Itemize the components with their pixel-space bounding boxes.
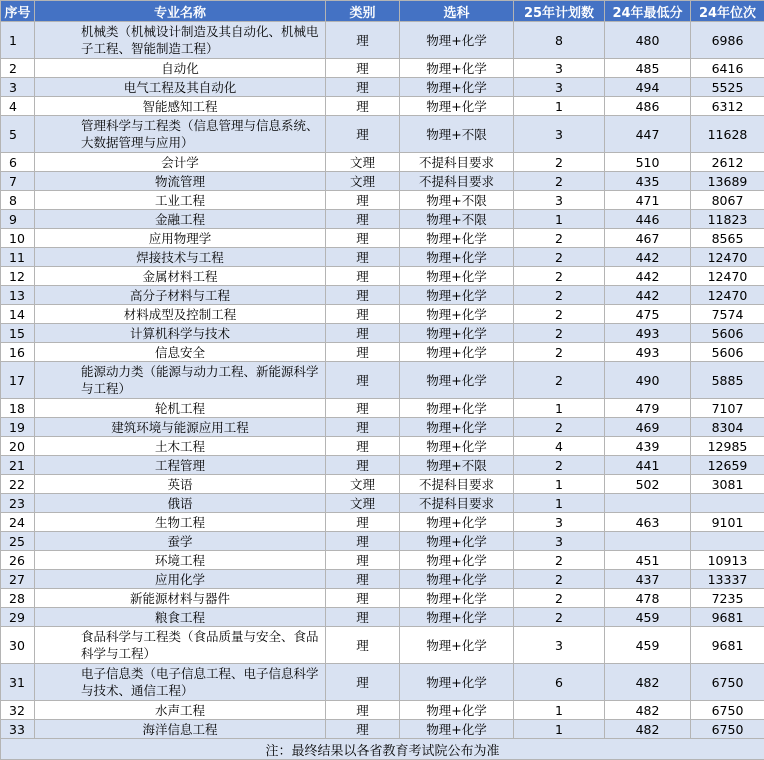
row-type: 理: [326, 589, 400, 608]
row-score: 459: [605, 608, 691, 627]
row-type: 理: [326, 59, 400, 78]
row-subject: 物理+化学: [400, 248, 514, 267]
row-score: 502: [605, 475, 691, 494]
row-rank: 3081: [691, 475, 764, 494]
row-type: 文理: [326, 172, 400, 191]
row-no: 15: [1, 324, 35, 343]
row-type: 文理: [326, 494, 400, 513]
row-rank: 9101: [691, 513, 764, 532]
row-major-name: 能源动力类（能源与动力工程、新能源科学与工程）: [35, 362, 326, 399]
table-row: [1, 399, 764, 418]
row-rank: 8565: [691, 229, 764, 248]
row-subject: 物理+化学: [400, 22, 514, 59]
row-rank: 6750: [691, 720, 764, 739]
row-rank: 8067: [691, 191, 764, 210]
table-row: [1, 191, 764, 210]
row-major-name: 轮机工程: [35, 399, 326, 418]
row-no: 33: [1, 720, 35, 739]
row-major-name: 水声工程: [35, 701, 326, 720]
row-type: 文理: [326, 153, 400, 172]
table-row: [1, 418, 764, 437]
row-major-name: 会计学: [35, 153, 326, 172]
row-score: 459: [605, 627, 691, 664]
table-row: [1, 608, 764, 627]
row-rank: 13337: [691, 570, 764, 589]
row-subject: 物理+化学: [400, 701, 514, 720]
table-row: [1, 210, 764, 229]
row-score: 441: [605, 456, 691, 475]
row-score: 494: [605, 78, 691, 97]
row-rank: 5606: [691, 324, 764, 343]
row-no: 6: [1, 153, 35, 172]
row-score: 442: [605, 267, 691, 286]
row-major-name: 电气工程及其自动化: [35, 78, 326, 97]
row-major-name: 高分子材料与工程: [35, 286, 326, 305]
table-row: [1, 172, 764, 191]
row-plan: 2: [514, 172, 605, 191]
row-subject: 不提科目要求: [400, 494, 514, 513]
row-rank: 7574: [691, 305, 764, 324]
row-subject: 物理+不限: [400, 116, 514, 153]
row-major-name: 机械类（机械设计制造及其自动化、机械电子工程、智能制造工程）: [35, 22, 326, 59]
row-rank: 13689: [691, 172, 764, 191]
row-score: 480: [605, 22, 691, 59]
row-rank: 2612: [691, 153, 764, 172]
row-plan: 2: [514, 608, 605, 627]
table-row: [1, 59, 764, 78]
row-rank: 12985: [691, 437, 764, 456]
table-row: [1, 513, 764, 532]
row-no: 3: [1, 78, 35, 97]
row-plan: 6: [514, 664, 605, 701]
table-row: [1, 494, 764, 513]
row-no: 22: [1, 475, 35, 494]
row-rank: 9681: [691, 608, 764, 627]
table-row: [1, 627, 764, 664]
row-type: 理: [326, 97, 400, 116]
table-row: [1, 97, 764, 116]
row-plan: 2: [514, 589, 605, 608]
row-type: 理: [326, 418, 400, 437]
header-score: 24年最低分: [605, 1, 691, 22]
row-subject: 物理+化学: [400, 589, 514, 608]
row-no: 4: [1, 97, 35, 116]
row-score: 447: [605, 116, 691, 153]
row-score: 435: [605, 172, 691, 191]
row-major-name: 物流管理: [35, 172, 326, 191]
row-major-name: 生物工程: [35, 513, 326, 532]
row-subject: 物理+化学: [400, 627, 514, 664]
row-plan: 2: [514, 267, 605, 286]
row-score: [605, 532, 691, 551]
row-plan: 2: [514, 305, 605, 324]
row-score: 475: [605, 305, 691, 324]
row-type: 理: [326, 210, 400, 229]
row-no: 27: [1, 570, 35, 589]
row-score: [605, 494, 691, 513]
header-subject: 选科: [400, 1, 514, 22]
row-major-name: 电子信息类（电子信息工程、电子信息科学与技术、通信工程）: [35, 664, 326, 701]
row-type: 理: [326, 343, 400, 362]
row-major-name: 信息安全: [35, 343, 326, 362]
row-no: 16: [1, 343, 35, 362]
row-score: 463: [605, 513, 691, 532]
row-no: 5: [1, 116, 35, 153]
row-major-name: 工业工程: [35, 191, 326, 210]
row-plan: 1: [514, 399, 605, 418]
row-no: 11: [1, 248, 35, 267]
row-plan: 3: [514, 59, 605, 78]
row-score: 442: [605, 286, 691, 305]
row-no: 14: [1, 305, 35, 324]
row-rank: [691, 532, 764, 551]
row-plan: 2: [514, 229, 605, 248]
row-major-name: 食品科学与工程类（食品质量与安全、食品科学与工程）: [35, 627, 326, 664]
row-major-name: 土木工程: [35, 437, 326, 456]
row-major-name: 金属材料工程: [35, 267, 326, 286]
row-type: 理: [326, 248, 400, 267]
table-row: [1, 22, 764, 59]
row-type: 理: [326, 191, 400, 210]
row-subject: 物理+化学: [400, 513, 514, 532]
row-plan: 2: [514, 324, 605, 343]
row-type: 理: [326, 78, 400, 97]
row-subject: 物理+化学: [400, 324, 514, 343]
row-rank: 5885: [691, 362, 764, 399]
row-subject: 物理+化学: [400, 399, 514, 418]
row-rank: 6986: [691, 22, 764, 59]
row-subject: 物理+化学: [400, 570, 514, 589]
row-type: 理: [326, 664, 400, 701]
row-type: 理: [326, 324, 400, 343]
row-plan: 2: [514, 343, 605, 362]
row-no: 19: [1, 418, 35, 437]
row-major-name: 自动化: [35, 59, 326, 78]
row-major-name: 建筑环境与能源应用工程: [35, 418, 326, 437]
row-score: 442: [605, 248, 691, 267]
row-type: 理: [326, 437, 400, 456]
row-no: 29: [1, 608, 35, 627]
row-score: 482: [605, 701, 691, 720]
row-rank: 12659: [691, 456, 764, 475]
row-no: 32: [1, 701, 35, 720]
row-no: 2: [1, 59, 35, 78]
row-major-name: 蚕学: [35, 532, 326, 551]
table-row: [1, 437, 764, 456]
row-rank: 6750: [691, 664, 764, 701]
table-row: [1, 248, 764, 267]
row-type: 理: [326, 229, 400, 248]
row-type: 理: [326, 701, 400, 720]
row-major-name: 材料成型及控制工程: [35, 305, 326, 324]
row-type: 理: [326, 399, 400, 418]
row-no: 1: [1, 22, 35, 59]
row-rank: 9681: [691, 627, 764, 664]
row-plan: 1: [514, 494, 605, 513]
row-no: 26: [1, 551, 35, 570]
row-plan: 1: [514, 701, 605, 720]
row-rank: 12470: [691, 267, 764, 286]
row-rank: 10913: [691, 551, 764, 570]
row-no: 20: [1, 437, 35, 456]
row-rank: 5606: [691, 343, 764, 362]
row-major-name: 环境工程: [35, 551, 326, 570]
header-major: 专业名称: [35, 1, 326, 22]
row-major-name: 焊接技术与工程: [35, 248, 326, 267]
table-row: [1, 664, 764, 701]
footer-note: 注：最终结果以各省教育考试院公布为准: [1, 739, 764, 760]
row-no: 17: [1, 362, 35, 399]
row-score: 482: [605, 720, 691, 739]
row-plan: 1: [514, 210, 605, 229]
row-major-name: 英语: [35, 475, 326, 494]
row-score: 471: [605, 191, 691, 210]
table-row: [1, 153, 764, 172]
row-score: 469: [605, 418, 691, 437]
row-subject: 物理+化学: [400, 305, 514, 324]
row-plan: 8: [514, 22, 605, 59]
row-plan: 1: [514, 475, 605, 494]
row-type: 文理: [326, 475, 400, 494]
row-type: 理: [326, 305, 400, 324]
header-type: 类别: [326, 1, 400, 22]
row-subject: 物理+不限: [400, 210, 514, 229]
table-row: [1, 78, 764, 97]
row-score: 478: [605, 589, 691, 608]
row-plan: 2: [514, 153, 605, 172]
row-no: 8: [1, 191, 35, 210]
row-subject: 不提科目要求: [400, 475, 514, 494]
row-type: 理: [326, 456, 400, 475]
row-score: 490: [605, 362, 691, 399]
row-no: 30: [1, 627, 35, 664]
table-row: [1, 305, 764, 324]
row-rank: 11823: [691, 210, 764, 229]
table-row: [1, 362, 764, 399]
row-type: 理: [326, 116, 400, 153]
table-row: [1, 456, 764, 475]
row-subject: 物理+化学: [400, 78, 514, 97]
row-plan: 1: [514, 720, 605, 739]
row-plan: 2: [514, 286, 605, 305]
row-subject: 不提科目要求: [400, 172, 514, 191]
row-subject: 物理+化学: [400, 664, 514, 701]
row-plan: 2: [514, 551, 605, 570]
row-plan: 3: [514, 191, 605, 210]
row-subject: 物理+化学: [400, 286, 514, 305]
row-no: 23: [1, 494, 35, 513]
row-major-name: 管理科学与工程类（信息管理与信息系统、大数据管理与应用）: [35, 116, 326, 153]
row-no: 10: [1, 229, 35, 248]
row-major-name: 新能源材料与器件: [35, 589, 326, 608]
row-type: 理: [326, 720, 400, 739]
row-type: 理: [326, 551, 400, 570]
row-subject: 物理+化学: [400, 362, 514, 399]
row-type: 理: [326, 532, 400, 551]
row-rank: 7107: [691, 399, 764, 418]
row-score: 493: [605, 343, 691, 362]
row-plan: 1: [514, 97, 605, 116]
row-subject: 物理+化学: [400, 267, 514, 286]
row-type: 理: [326, 22, 400, 59]
row-rank: 7235: [691, 589, 764, 608]
row-plan: 3: [514, 532, 605, 551]
row-score: 479: [605, 399, 691, 418]
row-rank: 8304: [691, 418, 764, 437]
row-major-name: 金融工程: [35, 210, 326, 229]
table-row: [1, 532, 764, 551]
row-rank: [691, 494, 764, 513]
table-row: [1, 701, 764, 720]
row-rank: 6416: [691, 59, 764, 78]
row-subject: 物理+化学: [400, 343, 514, 362]
row-no: 9: [1, 210, 35, 229]
table-row: [1, 343, 764, 362]
row-subject: 物理+化学: [400, 418, 514, 437]
row-no: 24: [1, 513, 35, 532]
row-plan: 2: [514, 456, 605, 475]
row-type: 理: [326, 286, 400, 305]
row-subject: 物理+化学: [400, 229, 514, 248]
row-major-name: 应用化学: [35, 570, 326, 589]
row-subject: 物理+化学: [400, 532, 514, 551]
row-major-name: 工程管理: [35, 456, 326, 475]
row-rank: 12470: [691, 286, 764, 305]
row-plan: 3: [514, 513, 605, 532]
row-score: 482: [605, 664, 691, 701]
row-rank: 6750: [691, 701, 764, 720]
table-row: [1, 570, 764, 589]
row-major-name: 粮食工程: [35, 608, 326, 627]
row-score: 446: [605, 210, 691, 229]
header-no: 序号: [1, 1, 35, 22]
row-major-name: 俄语: [35, 494, 326, 513]
row-no: 12: [1, 267, 35, 286]
table-row: [1, 589, 764, 608]
row-score: 485: [605, 59, 691, 78]
row-subject: 物理+不限: [400, 191, 514, 210]
row-subject: 物理+化学: [400, 97, 514, 116]
row-score: 493: [605, 324, 691, 343]
row-subject: 物理+化学: [400, 59, 514, 78]
row-plan: 3: [514, 116, 605, 153]
row-major-name: 海洋信息工程: [35, 720, 326, 739]
row-score: 486: [605, 97, 691, 116]
row-rank: 5525: [691, 78, 764, 97]
row-score: 439: [605, 437, 691, 456]
row-subject: 物理+化学: [400, 437, 514, 456]
row-type: 理: [326, 267, 400, 286]
row-rank: 11628: [691, 116, 764, 153]
row-type: 理: [326, 608, 400, 627]
table-row: [1, 720, 764, 739]
row-plan: 2: [514, 570, 605, 589]
table-row: [1, 116, 764, 153]
table-row: [1, 324, 764, 343]
row-major-name: 应用物理学: [35, 229, 326, 248]
header-plan: 25年计划数: [514, 1, 605, 22]
row-plan: 3: [514, 627, 605, 664]
table-row: [1, 286, 764, 305]
row-plan: 3: [514, 78, 605, 97]
table-row: [1, 229, 764, 248]
row-plan: 2: [514, 248, 605, 267]
row-major-name: 计算机科学与技术: [35, 324, 326, 343]
row-rank: 6312: [691, 97, 764, 116]
row-subject: 物理+不限: [400, 456, 514, 475]
row-type: 理: [326, 627, 400, 664]
row-score: 510: [605, 153, 691, 172]
row-score: 451: [605, 551, 691, 570]
header-rank: 24年位次: [691, 1, 764, 22]
row-no: 21: [1, 456, 35, 475]
row-no: 25: [1, 532, 35, 551]
table-row: [1, 551, 764, 570]
row-plan: 2: [514, 362, 605, 399]
row-score: 467: [605, 229, 691, 248]
row-no: 28: [1, 589, 35, 608]
header-row: [1, 1, 764, 22]
row-plan: 2: [514, 418, 605, 437]
footer-row: [1, 739, 764, 760]
row-score: 437: [605, 570, 691, 589]
row-rank: 12470: [691, 248, 764, 267]
row-type: 理: [326, 513, 400, 532]
row-no: 7: [1, 172, 35, 191]
row-no: 31: [1, 664, 35, 701]
row-subject: 物理+化学: [400, 720, 514, 739]
row-no: 18: [1, 399, 35, 418]
row-major-name: 智能感知工程: [35, 97, 326, 116]
table-row: [1, 475, 764, 494]
row-plan: 4: [514, 437, 605, 456]
row-no: 13: [1, 286, 35, 305]
row-type: 理: [326, 362, 400, 399]
row-subject: 物理+化学: [400, 551, 514, 570]
row-subject: 不提科目要求: [400, 153, 514, 172]
table-row: [1, 267, 764, 286]
row-subject: 物理+化学: [400, 608, 514, 627]
row-type: 理: [326, 570, 400, 589]
